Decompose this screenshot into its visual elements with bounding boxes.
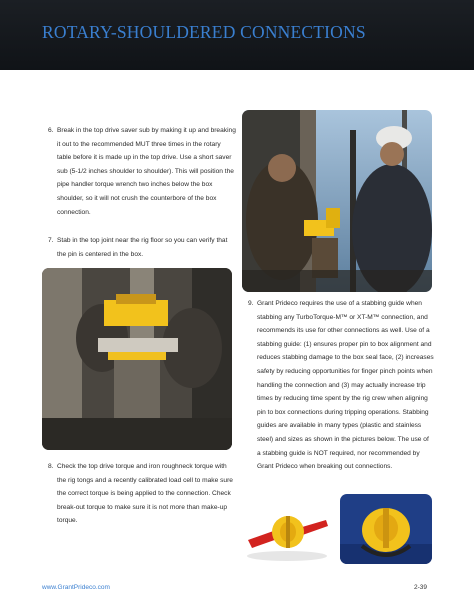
- page-title: ROTARY-SHOULDERED CONNECTIONS: [42, 22, 366, 42]
- step-number: 8.: [48, 463, 54, 470]
- step-text: Stab in the top joint near the rig floor so you can verify that the pin is centered in the box.: [57, 237, 228, 258]
- step-text: Check the top drive torque and iron roughneck torque with the rig tongs and a recently calibrated load cell to make sure the correct torque is being applied to the connection. Check break-out torque to make sure it is not more than make-up torque.: [57, 463, 233, 525]
- step-number: 9.: [248, 300, 254, 307]
- step-7: [48, 234, 236, 261]
- step-number: 7.: [48, 237, 54, 244]
- step-6: [48, 124, 236, 219]
- stabbing-guide-pipe-photo: [42, 268, 232, 450]
- step-8: [48, 460, 236, 528]
- footer-website-link[interactable]: www.GrantPrideco.com: [42, 584, 110, 591]
- rig-workers-photo: [242, 110, 432, 292]
- yellow-stabbing-guide-photo: [340, 494, 432, 564]
- red-stabbing-guide-photo: [242, 494, 332, 564]
- step-text: Grant Prideco requires the use of a stabbing guide when stabbing any TurboTorque-M™ or XT-M™ connection, and recommends its use for other connections as well. Use of a stabbing guide: (1) ensures proper pin to box alignment and reduces stabbing damage to the box seal face, (2) increases safety by reducing opportunities for finger pinch points when handling the connection and (3) may actually increase trip times by reducing time spent by the rig crew when aligning pin to box connections during tripping operations. Stabbing guides are available in many types (plastic and stainless steel) and sizes as shown in the pictures below. The use of a stabbing guide is NOT required, nor recommended by Grant Prideco when breaking out connections.: [257, 300, 434, 471]
- page-number: 2-39: [414, 584, 428, 591]
- step-text: Break in the top drive saver sub by making it up and breaking it out to the recommended MUT three times in the rotary table before it is made up in the top drive. Use a short saver sub (5-1/2 inches shoulder to shoulder). This will position the pipe handler torque wrench two inches below the box shoulder, so it will not crush the counterbore of the box connection.: [57, 127, 236, 216]
- step-number: 6.: [48, 127, 54, 134]
- step-9: [248, 297, 434, 474]
- page-header: [0, 0, 474, 70]
